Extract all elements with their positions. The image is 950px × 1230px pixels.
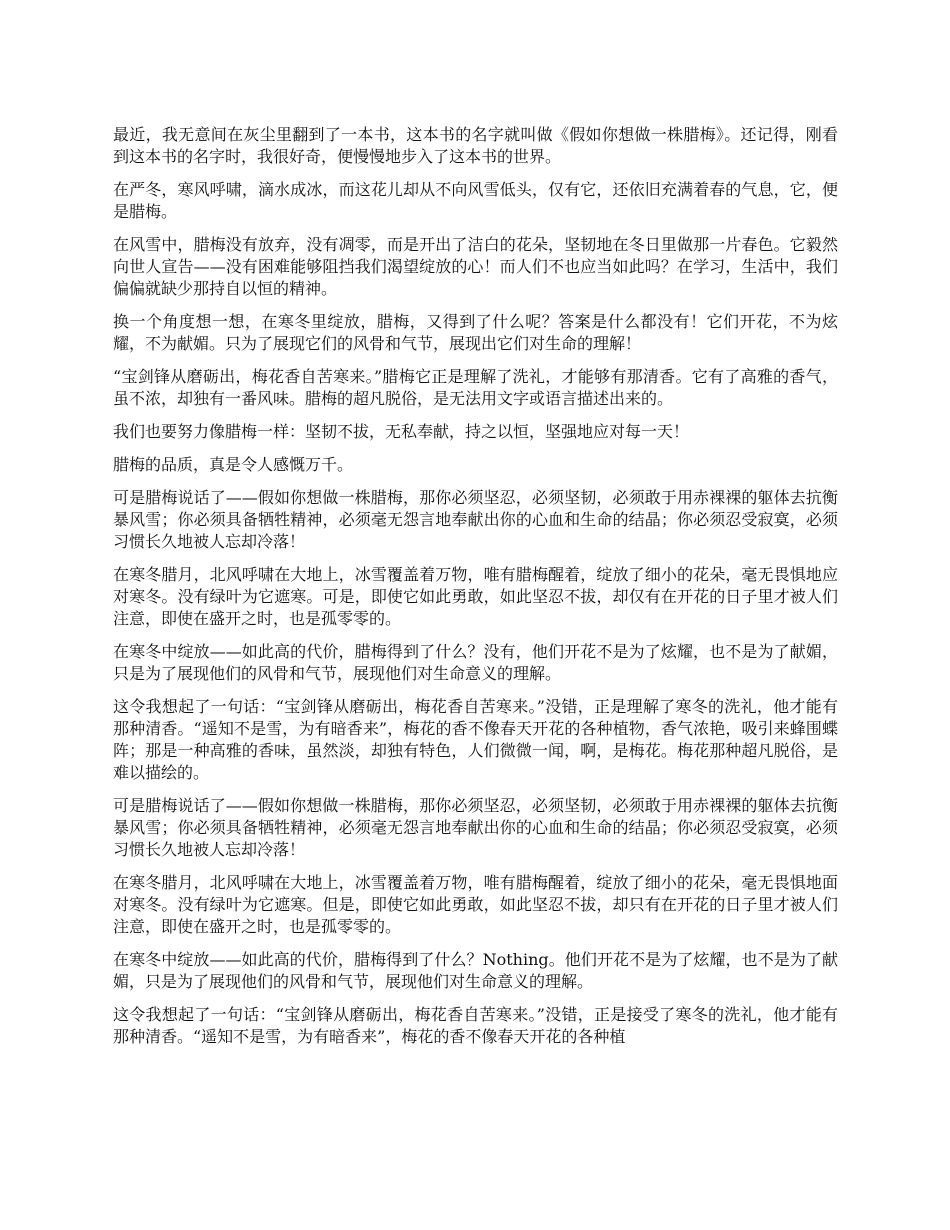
paragraph-15: 这令我想起了一句话：“宝剑锋从磨砺出，梅花香自苦寒来。”没错，正是接受了寒冬的洗礼，他才能有那种清香。“遥知不是雪，为有暗香来”，梅花的香不像春天开花的各种植 xyxy=(113,1005,838,1046)
paragraph-1: 最近，我无意间在灰尘里翻到了一本书，这本书的名字就叫做《假如你想做一株腊梅》。还记得，刚看到这本书的名字时，我很好奇，便慢慢地步入了这本书的世界。 xyxy=(113,125,838,166)
paragraph-5: “宝剑锋从磨砺出，梅花香自苦寒来。”腊梅它正是理解了洗礼，才能够有那清香。它有了高雅的香气，虽不浓，却独有一番风味。腊梅的超凡脱俗，是无法用文字或语言描述出来的。 xyxy=(113,367,838,408)
paragraph-2: 在严冬，寒风呼啸，滴水成冰，而这花儿却从不向风雪低头，仅有它，还依旧充满着春的气息，它，便是腊梅。 xyxy=(113,180,838,221)
paragraph-6: 我们也要努力像腊梅一样：坚韧不拔，无私奉献，持之以恒，坚强地应对每一天！ xyxy=(113,422,690,441)
paragraph-13: 在寒冬腊月，北风呼啸在大地上，冰雪覆盖着万物，唯有腊梅醒着，绽放了细小的花朵，毫无畏惧地面对寒冬。没有绿叶为它遮寒。但是，即使它如此勇敢，如此坚忍不拔，却只有在开花的日子里才被人们注意，即使在盛开之时，也是孤零零的。 xyxy=(113,873,838,936)
paragraph-8: 可是腊梅说话了——假如你想做一株腊梅，那你必须坚忍，必须坚韧，必须敢于用赤裸裸的躯体去抗衡暴风雪；你必须具备牺牲精神，必须毫无怨言地奉献出你的心血和生命的结晶；你必须忍受寂寞，必须习惯长久地被人忘却冷落！ xyxy=(113,488,838,551)
paragraph-11: 这令我想起了一句话：“宝剑锋从磨砺出，梅花香自苦寒来。”没错，正是理解了寒冬的洗礼，他才能有那种清香。“遥知不是雪，为有暗香来”，梅花的香不像春天开花的各种植物，香气浓艳，吸引来蜂围蝶阵；那是一种高雅的香味，虽然淡，却独有特色，人们微微一闻，啊，是梅花。梅花那种超凡脱俗，是难以描绘的。 xyxy=(113,697,838,782)
paragraph-12: 可是腊梅说话了——假如你想做一株腊梅，那你必须坚忍，必须坚韧，必须敢于用赤裸裸的躯体去抗衡暴风雪；你必须具备牺牲精神，必须毫无怨言地奉献出你的心血和生命的结晶；你必须忍受寂寞，必须习惯长久地被人忘却冷落！ xyxy=(113,796,838,859)
paragraph-7: 腊梅的品质，真是令人感慨万千。 xyxy=(113,455,354,474)
paragraph-14: 在寒冬中绽放——如此高的代价，腊梅得到了什么？Nothing。他们开花不是为了炫耀，也不是为了献媚，只是为了展现他们的风骨和气节，展现他们对生命意义的理解。 xyxy=(113,950,838,991)
paragraph-3: 在风雪中，腊梅没有放弃，没有凋零，而是开出了洁白的花朵，坚韧地在冬日里做那一片春色。它毅然向世人宣告——没有困难能够阻挡我们渴望绽放的心！而人们不也应当如此吗？在学习，生活中，我们偏偏就缺少那持自以恒的精神。 xyxy=(113,235,838,298)
paragraph-4: 换一个角度想一想，在寒冬里绽放，腊梅，又得到了什么呢？答案是什么都没有！它们开花，不为炫耀，不为献媚。只为了展现它们的风骨和气节，展现出它们对生命的理解！ xyxy=(113,312,838,353)
document-page xyxy=(113,124,838,1059)
paragraph-9: 在寒冬腊月，北风呼啸在大地上，冰雪覆盖着万物，唯有腊梅醒着，绽放了细小的花朵，毫无畏惧地应对寒冬。没有绿叶为它遮寒。可是，即使它如此勇敢，如此坚忍不拔，却仅有在开花的日子里才被人们注意，即使在盛开之时，也是孤零零的。 xyxy=(113,565,838,628)
paragraph-10: 在寒冬中绽放——如此高的代价，腊梅得到了什么？没有，他们开花不是为了炫耀，也不是为了献媚，只是为了展现他们的风骨和气节，展现他们对生命意义的理解。 xyxy=(113,642,838,683)
